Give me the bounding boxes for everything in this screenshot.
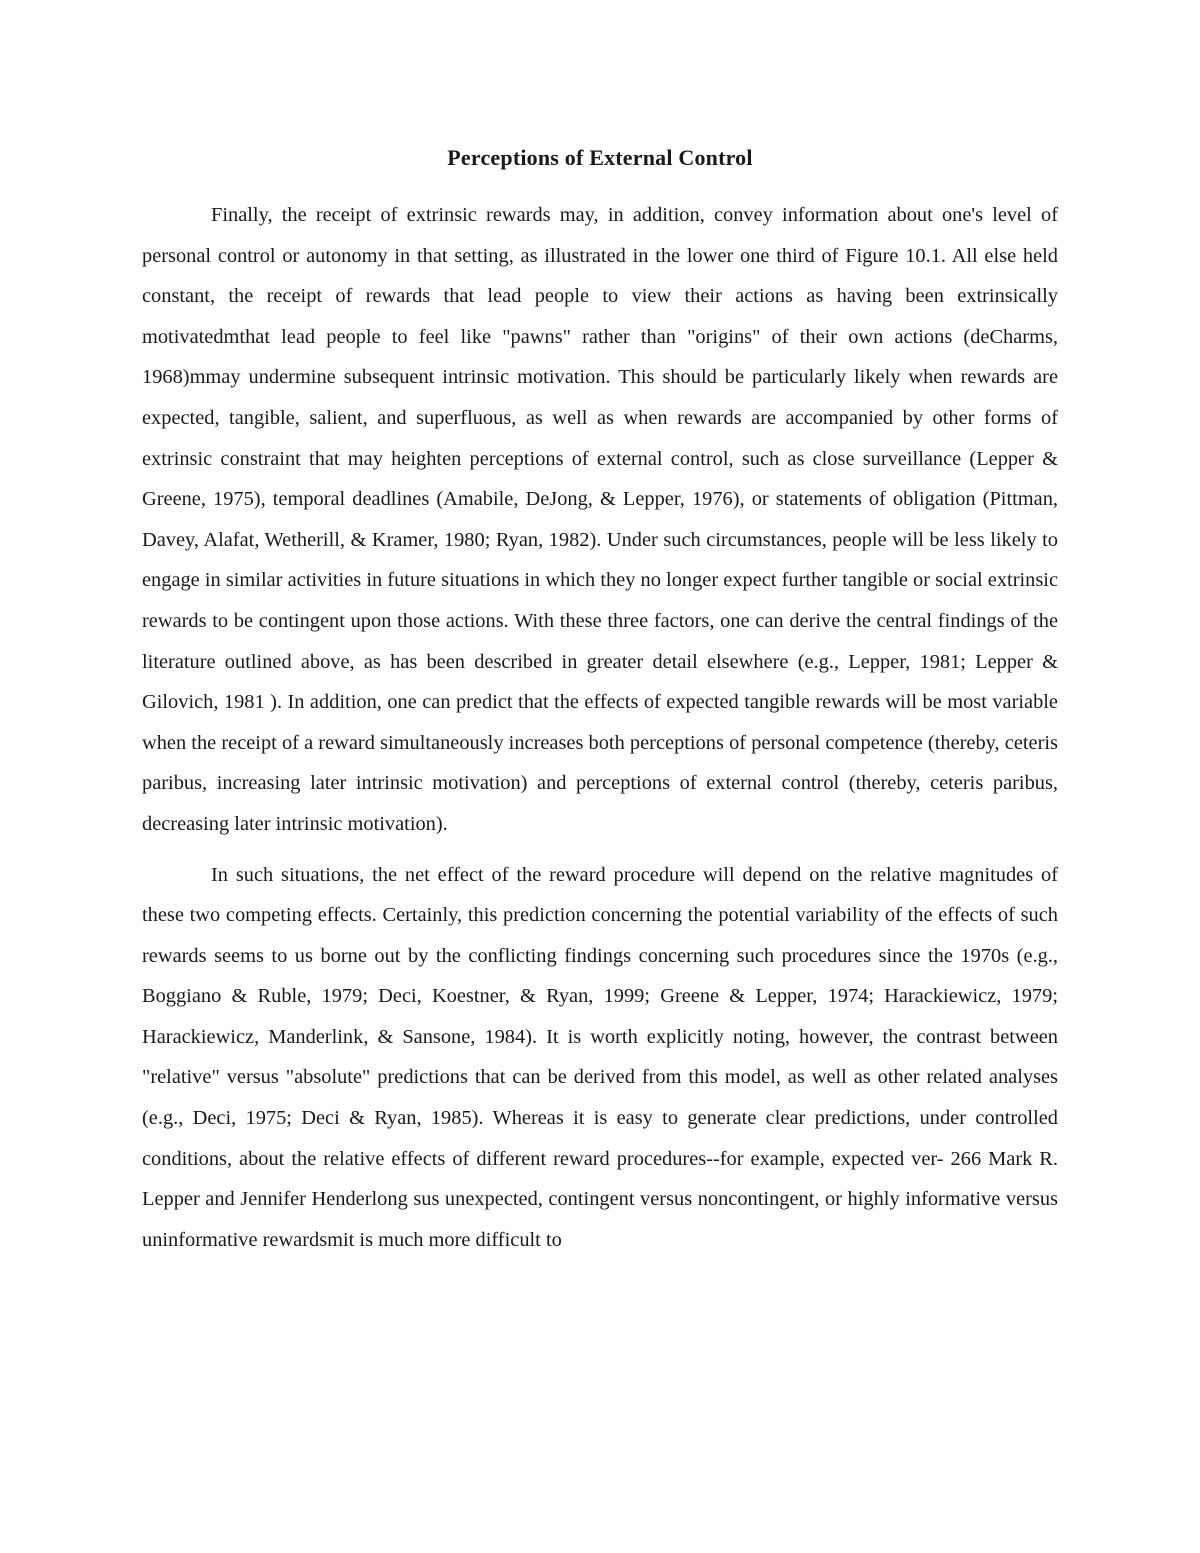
document-body xyxy=(142,138,1058,1260)
paragraph-1: Finally, the receipt of extrinsic rewards may, in addition, convey information about one's level of personal control or autonomy in that setting, as illustrated in the lower one third of Figure 10.1. All else held constant, the receipt of rewards that lead people to view their actions as having been extrinsically motivatedmthat lead people to feel like "pawns" rather than "origins" of their own actions (deCharms, 1968)mmay undermine subsequent intrinsic motivation. This should be particularly likely when rewards are expected, tangible, salient, and superfluous, as well as when rewards are accompanied by other forms of extrinsic constraint that may heighten perceptions of external control, such as close surveillance (Lepper & Greene, 1975), temporal deadlines (Amabile, DeJong, & Lepper, 1976), or statements of obligation (Pittman, Davey, Alafat, Wetherill, & Kramer, 1980; Ryan, 1982). Under such circumstances, people will be less likely to engage in similar activities in future situations in which they no longer expect further tangible or social extrinsic rewards to be contingent upon those actions. With these three factors, one can derive the central findings of the literature outlined above, as has been described in greater detail elsewhere (e.g., Lepper, 1981; Lepper & Gilovich, 1981 ). In addition, one can predict that the effects of expected tangible rewards will be most variable when the receipt of a reward simultaneously increases both perceptions of personal competence (thereby, ceteris paribus, increasing later intrinsic motivation) and perceptions of external control (thereby, ceteris paribus, decreasing later intrinsic motivation). xyxy=(142,204,1058,835)
section-title: Perceptions of External Control xyxy=(447,145,753,170)
paragraph-2: In such situations, the net effect of the reward procedure will depend on the relative magnitudes of these two competing effects. Certainly, this prediction concerning the potential variability of the effects of such rewards seems to us borne out by the conflicting findings concerning such procedures since the 1970s (e.g., Boggiano & Ruble, 1979; Deci, Koestner, & Ryan, 1999; Greene & Lepper, 1974; Harackiewicz, 1979; Harackiewicz, Manderlink, & Sansone, 1984). It is worth explicitly noting, however, the contrast between "relative" versus "absolute" predictions that can be derived from this model, as well as other related analyses (e.g., Deci, 1975; Deci & Ryan, 1985). Whereas it is easy to generate clear predictions, under controlled conditions, about the relative effects of different reward procedures--for example, expected ver- 266 Mark R. Lepper and Jennifer Henderlong sus unexpected, contingent versus noncontingent, or highly informative versus uninformative rewardsmit is much more difficult to xyxy=(142,863,1058,1251)
